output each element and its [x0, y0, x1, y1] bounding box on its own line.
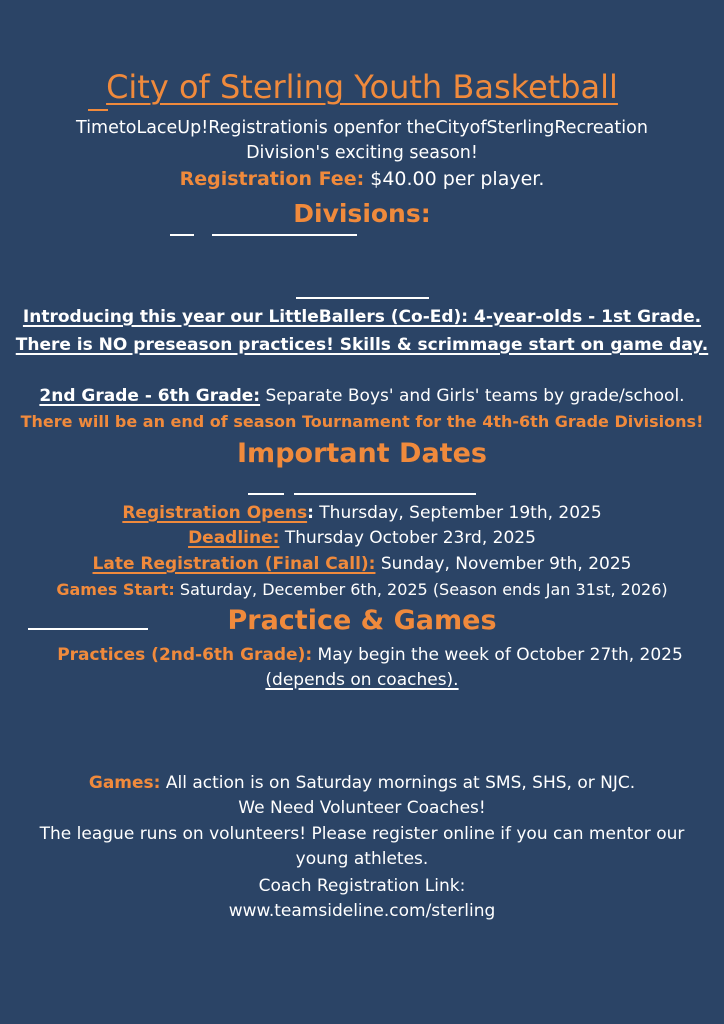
- divider: [248, 493, 284, 495]
- date-registration-opens: [0, 503, 724, 523]
- volunteer-heading: We Need Volunteer Coaches!: [238, 798, 486, 818]
- date-late-registration: [0, 554, 724, 574]
- practices-info: [8, 645, 724, 665]
- divisions-heading: Divisions:: [293, 199, 431, 228]
- date-value: Thursday, September 19th, 2025: [313, 503, 602, 523]
- practices-value: May begin the week of October 27th, 2025: [312, 645, 683, 665]
- volunteer-line-1: The league runs on volunteers! Please register online if you can mentor our: [39, 824, 685, 844]
- volunteer-line-2: young athletes.: [295, 849, 429, 869]
- grades-label: 2nd Grade - 6th Grade:: [39, 386, 261, 406]
- fee-label: Registration Fee:: [179, 168, 365, 190]
- divider: [170, 234, 194, 236]
- coach-registration-link[interactable]: www.teamsideline.com/sterling: [228, 901, 496, 921]
- intro-line-1: TimetoLaceUp!Registrationis openfor theCityofSterlingRecreation: [76, 118, 648, 138]
- date-label: Registration Opens: [122, 503, 308, 523]
- little-ballers-line-1: Introducing this year our LittleBallers (Co-Ed): 4-year-olds - 1st Grade.: [22, 307, 702, 327]
- fee-value: $40.00 per player.: [370, 168, 545, 190]
- little-ballers-line-2: There is NO preseason practices! Skills & scrimmage start on game day.: [15, 335, 709, 355]
- tournament-note: There will be an end of season Tournament for the 4th-6th Grade Divisions!: [20, 412, 704, 431]
- date-sep: :: [307, 503, 314, 523]
- games-info: [0, 773, 724, 793]
- practices-note: (depends on coaches).: [265, 670, 459, 690]
- date-deadline: [0, 528, 724, 548]
- page-title: City of Sterling Youth Basketball: [106, 68, 618, 106]
- divider: [296, 297, 429, 299]
- date-games-start: [0, 580, 724, 599]
- title-underline-lead: [88, 109, 108, 111]
- grades-info: [0, 386, 724, 406]
- date-label: Late Registration (Final Call):: [92, 554, 376, 574]
- registration-fee: [0, 168, 724, 190]
- date-value: Sunday, November 9th, 2025: [375, 554, 632, 574]
- grades-value: Separate Boys' and Girls' teams by grade/school.: [260, 386, 685, 406]
- date-label: Games Start:: [56, 580, 175, 599]
- date-label: Deadline:: [188, 528, 280, 548]
- practice-games-heading: Practice & Games: [227, 605, 497, 636]
- practices-label: Practices (2nd-6th Grade):: [57, 645, 313, 665]
- date-value: Saturday, December 6th, 2025 (Season ends Jan 31st, 2026): [174, 580, 668, 599]
- divider: [212, 234, 357, 236]
- games-value: All action is on Saturday mornings at SMS, SHS, or NJC.: [160, 773, 636, 793]
- date-value: Thursday October 23rd, 2025: [279, 528, 536, 548]
- intro-line-2: Division's exciting season!: [246, 143, 478, 163]
- important-dates-heading: Important Dates: [237, 438, 487, 469]
- games-label: Games:: [88, 773, 161, 793]
- divider: [294, 493, 476, 495]
- coach-link-label: Coach Registration Link:: [258, 876, 466, 896]
